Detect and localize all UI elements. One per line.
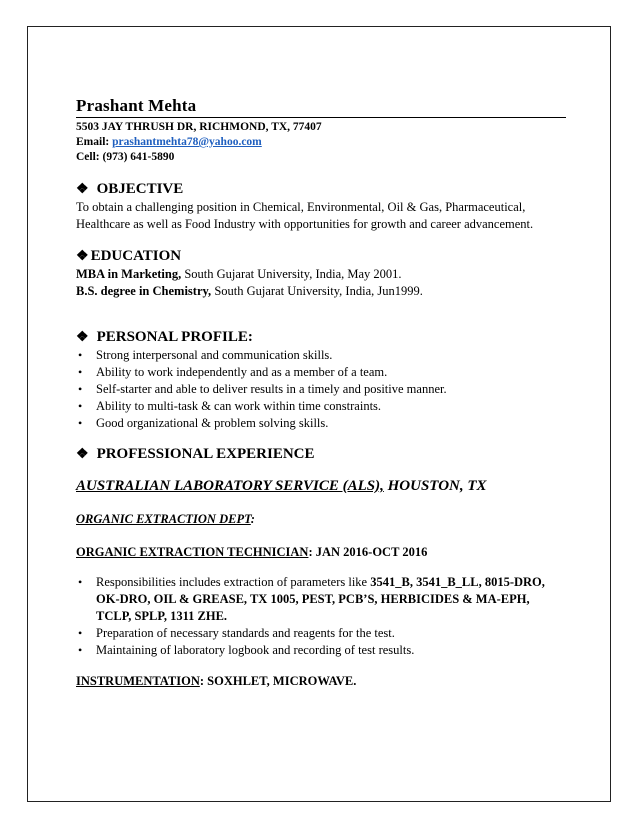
candidate-name: Prashant Mehta: [76, 96, 566, 118]
education-title: EDUCATION: [90, 248, 182, 264]
address: 5503 JAY THRUSH DR, RICHMOND, TX, 77407: [76, 121, 322, 133]
department-line: [76, 511, 566, 528]
resp-methods: TCLP, SPLP, 1311 ZHE.: [96, 609, 228, 623]
list-item: [96, 574, 566, 625]
profile-list: [76, 347, 566, 432]
email-line: [76, 135, 566, 150]
responsibilities-list: [76, 574, 566, 659]
experience-title: PROFESSIONAL EXPERIENCE: [96, 446, 315, 462]
resp-intro: Responsibilities includes extraction of parameters like: [96, 575, 371, 589]
objective-line-1: To obtain a challenging position in Chemical, Environmental, Oil & Gas, Pharmaceutical,: [76, 200, 526, 214]
role-line: [76, 544, 566, 561]
objective-title: OBJECTIVE: [96, 181, 184, 197]
list-item: • Ability to multi-task & can work within time constraints.: [96, 398, 566, 415]
experience-heading: [76, 445, 566, 464]
list-item: • Preparation of necessary standards and reagents for the test.: [96, 625, 566, 642]
resp-methods: 3541_B, 3541_B_LL, 8015-DRO,: [370, 575, 545, 589]
diamond-bullet-icon: ❖: [76, 249, 89, 264]
list-item: • Self-starter and able to deliver results in a timely and positive manner.: [96, 381, 566, 398]
department-colon: :: [250, 512, 255, 526]
degree: MBA in Marketing,: [76, 267, 182, 281]
email-label: Email:: [76, 136, 110, 148]
list-item: • Good organizational & problem solving skills.: [96, 415, 566, 432]
education-item: [76, 283, 566, 300]
degree: B.S. degree in Chemistry,: [76, 284, 212, 298]
email-link[interactable]: prashantmehta78@yahoo.com: [112, 136, 262, 148]
profile-heading: [76, 328, 566, 347]
list-item: • Strong interpersonal and communication skills.: [96, 347, 566, 364]
diamond-bullet-icon: ❖: [76, 330, 89, 345]
department-name: ORGANIC EXTRACTION DEPT: [76, 512, 251, 526]
objective-heading: [76, 180, 566, 199]
company-location: HOUSTON, TX: [383, 478, 487, 494]
instrumentation-label: INSTRUMENTATION: [76, 674, 200, 688]
company-line: [76, 477, 566, 496]
education-item: [76, 266, 566, 283]
objective-line-2: Healthcare as well as Food Industry with opportunities for growth and career advancement.: [76, 217, 534, 231]
instrumentation-line: [76, 673, 566, 690]
degree-detail: South Gujarat University, India, Jun1999.: [211, 284, 423, 298]
role-dates: : JAN 2016-OCT 2016: [308, 545, 428, 559]
list-item: • Maintaining of laboratory logbook and recording of test results.: [96, 642, 566, 659]
role-title: ORGANIC EXTRACTION TECHNICIAN: [76, 545, 309, 559]
diamond-bullet-icon: ❖: [76, 182, 89, 197]
instrumentation-value: : SOXHLET, MICROWAVE.: [199, 674, 357, 688]
education-heading: [76, 247, 566, 266]
diamond-bullet-icon: ❖: [76, 447, 89, 462]
company-name: AUSTRALIAN LABORATORY SERVICE (ALS),: [76, 478, 384, 494]
resume-content: [76, 96, 566, 690]
resp-methods: OK-DRO, OIL & GREASE, TX 1005, PEST, PCB’S, HERBICIDES & MA-EPH,: [96, 592, 530, 606]
cell-line: Cell: (973) 641-5890: [76, 151, 175, 163]
profile-title: PERSONAL PROFILE:: [96, 329, 253, 345]
degree-detail: South Gujarat University, India, May 2001.: [181, 267, 402, 281]
list-item: • Ability to work independently and as a member of a team.: [96, 364, 566, 381]
